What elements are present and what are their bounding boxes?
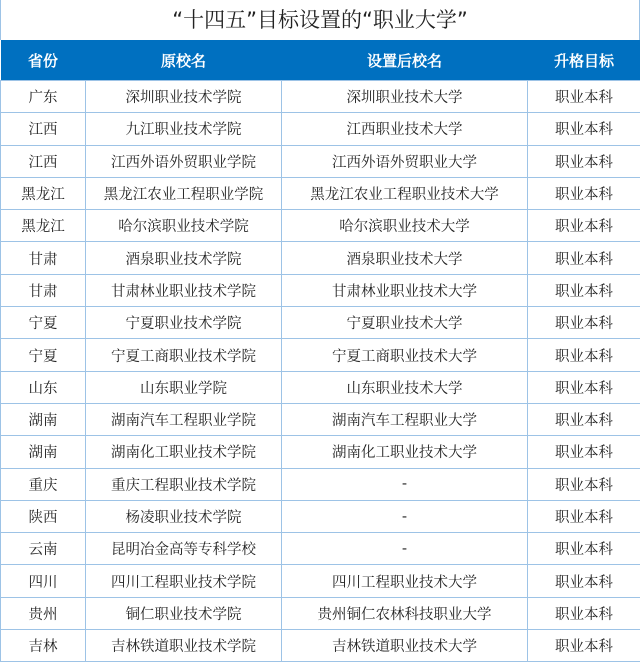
cell-original-name: 江西外语外贸职业学院 xyxy=(86,145,282,177)
cell-original-name: 宁夏工商职业技术学院 xyxy=(86,339,282,371)
cell-province: 湖南 xyxy=(1,436,86,468)
cell-target: 职业本科 xyxy=(528,500,640,532)
header-row xyxy=(1,40,640,81)
cell-original-name: 湖南汽车工程职业学院 xyxy=(86,403,282,435)
cell-original-name: 九江职业技术学院 xyxy=(86,113,282,145)
table-row xyxy=(1,371,640,403)
cell-new-name: 甘肃林业职业技术大学 xyxy=(282,274,528,306)
cell-province: 江西 xyxy=(1,145,86,177)
cell-new-name: 贵州铜仁农林科技职业大学 xyxy=(282,597,528,629)
universities-table xyxy=(0,40,640,662)
cell-target: 职业本科 xyxy=(528,468,640,500)
header-original-name: 原校名 xyxy=(86,40,282,81)
cell-new-name: 宁夏职业技术大学 xyxy=(282,307,528,339)
cell-new-name: 深圳职业技术大学 xyxy=(282,81,528,113)
table-row xyxy=(1,81,640,113)
table-row xyxy=(1,533,640,565)
cell-original-name: 山东职业学院 xyxy=(86,371,282,403)
cell-target: 职业本科 xyxy=(528,436,640,468)
cell-province: 广东 xyxy=(1,81,86,113)
cell-province: 甘肃 xyxy=(1,274,86,306)
table-row xyxy=(1,274,640,306)
header-target: 升格目标 xyxy=(528,40,640,81)
cell-original-name: 哈尔滨职业技术学院 xyxy=(86,210,282,242)
cell-target: 职业本科 xyxy=(528,177,640,209)
cell-target: 职业本科 xyxy=(528,339,640,371)
cell-province: 黑龙江 xyxy=(1,177,86,209)
table-row xyxy=(1,565,640,597)
cell-new-name: 江西外语外贸职业大学 xyxy=(282,145,528,177)
table-row xyxy=(1,113,640,145)
cell-target: 职业本科 xyxy=(528,371,640,403)
cell-original-name: 昆明冶金高等专科学校 xyxy=(86,533,282,565)
cell-target: 职业本科 xyxy=(528,145,640,177)
cell-province: 黑龙江 xyxy=(1,210,86,242)
cell-target: 职业本科 xyxy=(528,81,640,113)
table-row xyxy=(1,242,640,274)
cell-original-name: 酒泉职业技术学院 xyxy=(86,242,282,274)
cell-province: 甘肃 xyxy=(1,242,86,274)
table-row xyxy=(1,597,640,629)
cell-original-name: 重庆工程职业技术学院 xyxy=(86,468,282,500)
cell-original-name: 宁夏职业技术学院 xyxy=(86,307,282,339)
cell-province: 江西 xyxy=(1,113,86,145)
cell-original-name: 杨凌职业技术学院 xyxy=(86,500,282,532)
table-body xyxy=(1,81,640,662)
cell-target: 职业本科 xyxy=(528,210,640,242)
cell-new-name: 黑龙江农业工程职业技术大学 xyxy=(282,177,528,209)
cell-original-name: 湖南化工职业技术学院 xyxy=(86,436,282,468)
cell-target: 职业本科 xyxy=(528,307,640,339)
table-row xyxy=(1,500,640,532)
cell-new-name: - xyxy=(282,533,528,565)
cell-new-name: - xyxy=(282,468,528,500)
table-row xyxy=(1,307,640,339)
header-new-name: 设置后校名 xyxy=(282,40,528,81)
cell-original-name: 四川工程职业技术学院 xyxy=(86,565,282,597)
cell-target: 职业本科 xyxy=(528,113,640,145)
table-row xyxy=(1,145,640,177)
cell-province: 宁夏 xyxy=(1,307,86,339)
cell-province: 贵州 xyxy=(1,597,86,629)
cell-province: 山东 xyxy=(1,371,86,403)
cell-new-name: 江西职业技术大学 xyxy=(282,113,528,145)
cell-new-name: - xyxy=(282,500,528,532)
header-province: 省份 xyxy=(1,40,86,81)
cell-original-name: 黑龙江农业工程职业学院 xyxy=(86,177,282,209)
cell-original-name: 深圳职业技术学院 xyxy=(86,81,282,113)
cell-province: 宁夏 xyxy=(1,339,86,371)
cell-province: 吉林 xyxy=(1,630,86,662)
cell-target: 职业本科 xyxy=(528,565,640,597)
cell-new-name: 宁夏工商职业技术大学 xyxy=(282,339,528,371)
cell-target: 职业本科 xyxy=(528,630,640,662)
cell-new-name: 湖南化工职业技术大学 xyxy=(282,436,528,468)
cell-province: 湖南 xyxy=(1,403,86,435)
cell-province: 陕西 xyxy=(1,500,86,532)
table-row xyxy=(1,468,640,500)
table-row xyxy=(1,403,640,435)
cell-new-name: 吉林铁道职业技术大学 xyxy=(282,630,528,662)
cell-target: 职业本科 xyxy=(528,242,640,274)
cell-province: 四川 xyxy=(1,565,86,597)
cell-target: 职业本科 xyxy=(528,597,640,629)
cell-original-name: 铜仁职业技术学院 xyxy=(86,597,282,629)
table-title: “十四五”目标设置的“职业大学” xyxy=(0,0,640,40)
cell-new-name: 哈尔滨职业技术大学 xyxy=(282,210,528,242)
table-row xyxy=(1,177,640,209)
cell-province: 重庆 xyxy=(1,468,86,500)
table-row xyxy=(1,436,640,468)
table-row xyxy=(1,210,640,242)
cell-new-name: 山东职业技术大学 xyxy=(282,371,528,403)
cell-new-name: 四川工程职业技术大学 xyxy=(282,565,528,597)
cell-target: 职业本科 xyxy=(528,403,640,435)
cell-new-name: 酒泉职业技术大学 xyxy=(282,242,528,274)
cell-target: 职业本科 xyxy=(528,274,640,306)
table-row xyxy=(1,630,640,662)
cell-original-name: 吉林铁道职业技术学院 xyxy=(86,630,282,662)
cell-new-name: 湖南汽车工程职业大学 xyxy=(282,403,528,435)
cell-target: 职业本科 xyxy=(528,533,640,565)
table-row xyxy=(1,339,640,371)
cell-original-name: 甘肃林业职业技术学院 xyxy=(86,274,282,306)
cell-province: 云南 xyxy=(1,533,86,565)
